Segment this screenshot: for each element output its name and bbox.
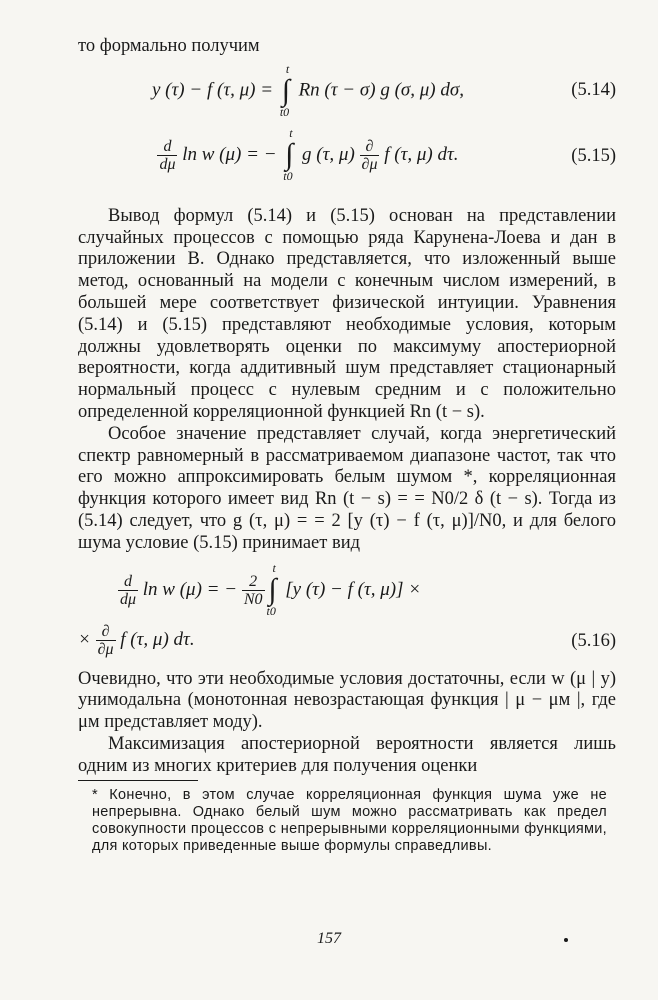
eq515-rhs1: g (τ, μ) <box>297 143 360 165</box>
eq515-rhs2: f (τ, μ) dτ. <box>379 143 459 165</box>
intro-text: то формально получим <box>78 36 260 56</box>
equation-5-14 <box>78 61 616 132</box>
integral-sign: ∫ t t0 <box>279 61 290 119</box>
integral-sign: ∫ t t0 <box>283 126 294 184</box>
footnote: * Конечно, в этом случае корреляционная функция шума уже не непрерывна. Однако белый шум можно рассматривать как предел совокупности процессов с непрерывными корреляционными функциями, для которых приведенные выше формулы справедливы. <box>92 786 607 854</box>
footnote-rule <box>78 780 198 781</box>
equation-number: (5.14) <box>571 79 616 100</box>
integral-sign: ∫ t t0 <box>266 561 277 619</box>
equation-5-16-line1: $\frac{d}{d\mu}$ ln w (μ) = − $\frac{2}{N0}$ ∫ t t0 [y (τ) − f (τ, μ)] × <box>120 561 422 619</box>
equation-5-15 <box>78 126 616 196</box>
paragraph-1: Вывод формул (5.14) и (5.15) основан на представлении случайных процессов с помощью ряда Карунена-Лоева и дан в приложении В. Однако представляется, что изложенный выше метод, основанный на модели с конечным числом измерений, в большей мере соответствует физической интуиции. Уравнения (5.14) и (5.15) представляют необходимые условия, которым должны удовлетворять оценки по максимуму апостериорной вероятности, когда аддитивный шум представляет стационарный нормальный процесс с нулевым средним и с положительно определенной корреляционной функцией Rn (t − s). <box>78 205 616 422</box>
print-speck <box>564 938 568 942</box>
eq514-rhs: Rn (τ − σ) g (σ, μ) dσ, <box>293 79 464 101</box>
equation-number: (5.15) <box>571 145 616 166</box>
page-body <box>78 36 616 869</box>
paragraph-3: Очевидно, что эти необходимые условия достаточны, если w (μ | y) унимодальна (монотонная невозрастающая функция | μ − μм |, где μм представляет моду). <box>78 668 616 733</box>
derivative-fraction: $\frac{d}{d\mu}$ <box>159 137 176 173</box>
eq514-lhs: y (τ) − f (τ, μ) = <box>152 79 278 101</box>
eq515-lhs: ln w (μ) = − <box>177 143 282 165</box>
partial-fraction: $\frac{\partial}{\partial\mu}$ <box>361 137 378 173</box>
equation-5-16-line2: × $\frac{\partial}{\partial\mu}$ f (τ, μ) dτ. (5.16) <box>78 622 616 658</box>
equation-number: (5.16) <box>571 630 616 651</box>
page-number: 157 <box>317 930 341 947</box>
paragraph-2: Особое значение представляет случай, когда энергетический спектр равномерный в рассматриваемом диапазоне частот, так что его можно аппроксимировать белым шумом *, корреляционная функция которого имеет вид Rn (t − s) = = N0/2 δ (t − s). Тогда из (5.14) следует, что g (τ, μ) = = 2 [y (τ) − f (τ, μ)]/N0, и для белого шума условие (5.15) принимает вид <box>78 423 616 553</box>
paragraph-4: Максимизация апостериорной вероятности является лишь одним из многих критериев для получения оценки <box>78 733 616 776</box>
